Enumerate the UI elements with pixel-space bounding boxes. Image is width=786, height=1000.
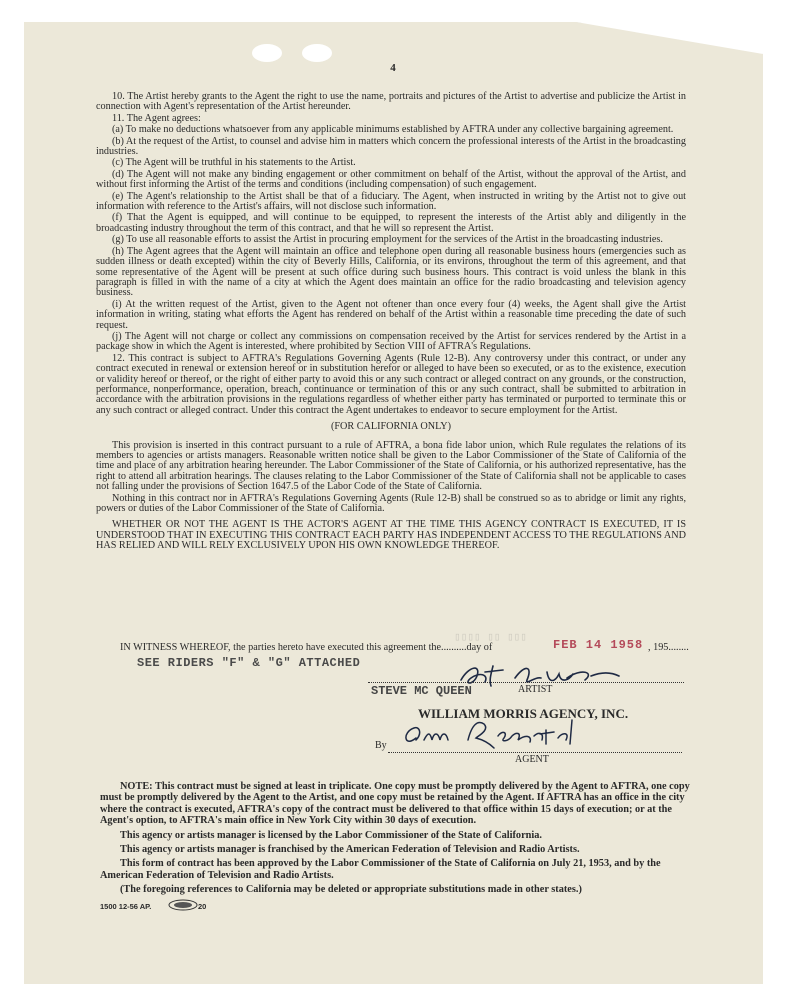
binder-hole-left — [252, 44, 282, 62]
riders-stamp: SEE RIDERS "F" & "G" ATTACHED — [137, 656, 361, 670]
date-stamp: FEB 14 1958 — [553, 638, 644, 652]
artist-label: ARTIST — [518, 684, 553, 695]
regulations-acknowledgment: WHETHER OR NOT THE AGENT IS THE ACTOR'S AGENT AT THE TIME THIS AGENCY CONTRACT IS EXECUTED, IT IS UNDERSTOOD THAT IN EXECUTING THIS CONTRACT EACH PARTY HAS INDEPENDENT ACCESS TO THE REGULATIONS AND HAS RELIED AND WILL RELY EXCLUSIVELY UPON HIS OWN KNOWLEDGE THEREOF. — [96, 519, 686, 552]
faint-received-stamp: ▯▯▯▯ ▯▯ ▯▯▯ — [454, 632, 527, 644]
clause-10: 10. The Artist hereby grants to the Agent the right to use the name, portraits and pictures of the Artist to advertise and publicize the Artist in connection with Agent's representation of the Artist hereunder. — [96, 91, 686, 113]
agent-signature — [398, 714, 588, 754]
california-provision: This provision is inserted in this contract pursuant to a rule of AFTRA, a bona fide labor union, which Rule regulates the relations of its members to agencies or artists managers. Reasonable written notice shall be given to the Labor Commissioner of the State of California of the time and place of any arbitration hearing hereunder. The Labor Commissioner of the State of California, or his authorized representative, has the right to attend all arbitration hearings. The clauses relating to the Labor Commissioner of the State of California shall not be applicable to cases not falling under the provisions of Section 1647.5 of the Labor Code of the State of California. — [96, 439, 686, 493]
artist-name-stamp: STEVE MC QUEEN — [371, 684, 472, 698]
clause-12: 12. This contract is subject to AFTRA's Regulations Governing Agents (Rule 12-B). Any controversy under this contract, or under any contract executed in renewal or extension hereof or in substitution herefor or alleged to have been so executed, or as to the existence, execution or validity hereof or thereof, or the right of either party to avoid this or any such contract or alleged contract on any grounds, or the construction, performance, nonperformance, operation, breach, continuance or termination of this or any such contract, shall be submitted to arbitration in accordance with the arbitration provisions in the regulations regardless of whether either party has terminated or purported to terminate this or any such contract or alleged contract. Under this contract the Agent undertakes to endeavor to secure employment for the Artist. — [96, 352, 686, 416]
artist-signature-line — [368, 682, 684, 683]
agent-signature-line — [388, 752, 682, 753]
clause-11g: (g) To use all reasonable efforts to assist the Artist in procuring employment for the services of the Artist in the broadcasting industries. — [112, 234, 663, 246]
clause-11f: (f) That the Agent is equipped, and will continue to be equipped, to represent the interests of the Artist ably and diligently in the broadcasting industry throughout the term of this contract, and that he will so represent the Artist. — [96, 212, 686, 234]
clause-11a: (a) To make no deductions whatsoever from any applicable minimums established by AFTRA under any collective bargaining agreement. — [112, 124, 674, 136]
clause-11j: (j) The Agent will not charge or collect any commissions on compensation received by the Artist for services rendered by the Artist in a package show in which the Agent is interested, where prohibited by Section VIII of AFTRA's Regulations. — [96, 330, 686, 353]
note-references: (The foregoing references to California may be deleted or appropriate substitutions made in other states.) — [120, 884, 582, 896]
note-triplicate: NOTE: This contract must be signed at least in triplicate. One copy must be promptly delivered by the Agent to AFTRA, one copy must be promptly delivered by the Agent to the Artist, and one copy must be retained by the Agent. If AFTRA has an office in the city where the contract is executed, AFTRA's copy of the contract must be delivered to that office within 15 days of execution; or at the Agent's option, to AFTRA's main office in New York City within 30 days of execution. — [100, 781, 690, 827]
clause-11d: (d) The Agent will not make any binding engagement or other commitment on behalf of the Artist, without the approval of the Artist, and without first informing the Artist of the terms and conditions (including compensation) of such engagement. — [96, 168, 686, 191]
form-code: 1500 12-56 AP. — [100, 902, 152, 911]
note-franchised: This agency or artists manager is franchised by the American Federation of Television and Radio Artists. — [120, 844, 580, 856]
binder-hole-right — [302, 44, 332, 62]
contract-notes — [100, 781, 690, 899]
contract-body — [96, 92, 686, 553]
clause-11b: (b) At the request of the Artist, to counsel and advise him in matters which concern the professional interests of the Artist in the broadcasting industries. — [96, 135, 686, 158]
page-number: 4 — [390, 62, 396, 74]
clause-11i: (i) At the written request of the Artist, given to the Agent not oftener than once every four (4) weeks, the Agent shall give the Artist information in writing, stating what efforts the Agent has rendered on behalf of the Artist within a reasonable time preceding the date of such request. — [96, 298, 686, 331]
agent-label: AGENT — [515, 754, 549, 765]
note-licensed: This agency or artists manager is licensed by the Labor Commissioner of the State of California. — [120, 829, 542, 841]
by-label: By — [375, 740, 387, 751]
clause-11h: (h) The Agent agrees that the Agent will maintain an office and telephone open during all reasonable business hours (emergencies such as sudden illness or death excepted) within the city of Beverly Hills, California, or its environs, throughout the term of this agreement, and that some representative of the Agent will be present at such office during such business hours. This contract is void unless the blank in this paragraph is filled in with the name of a city at which the Agent does maintain an office for the radio broadcasting and television agency business. — [96, 245, 686, 299]
note-approved: This form of contract has been approved by the Labor Commissioner of the State of California on July 21, 1953, and by the American Federation of Television and Radio Artists. — [100, 858, 661, 881]
witness-year: , 195........ — [648, 642, 689, 653]
clause-11e: (e) The Agent's relationship to the Artist shall be that of a fiduciary. The Agent, when instructed in writing by the Artist not to give out information with reference to the Artist's affairs, will not disclose such information. — [96, 190, 686, 213]
witness-clause: IN WITNESS WHEREOF, the parties hereto have executed this agreement the..........day of — [120, 642, 493, 653]
union-bug-icon — [168, 899, 198, 911]
clause-11: 11. The Agent agrees: — [112, 112, 201, 124]
california-heading: (FOR CALIFORNIA ONLY) — [330, 421, 452, 433]
agency-name: WILLIAM MORRIS AGENCY, INC. — [418, 706, 629, 721]
california-labor-commissioner: Nothing in this contract nor in AFTRA's Regulations Governing Agents (Rule 12-B) shall be construed so as to abridge or limit any rights, powers or duties of the Labor Commissioner of the State of California. — [96, 492, 686, 515]
form-code-tail: 20 — [198, 902, 207, 911]
clause-11c: (c) The Agent will be truthful in his statements to the Artist. — [112, 157, 356, 169]
